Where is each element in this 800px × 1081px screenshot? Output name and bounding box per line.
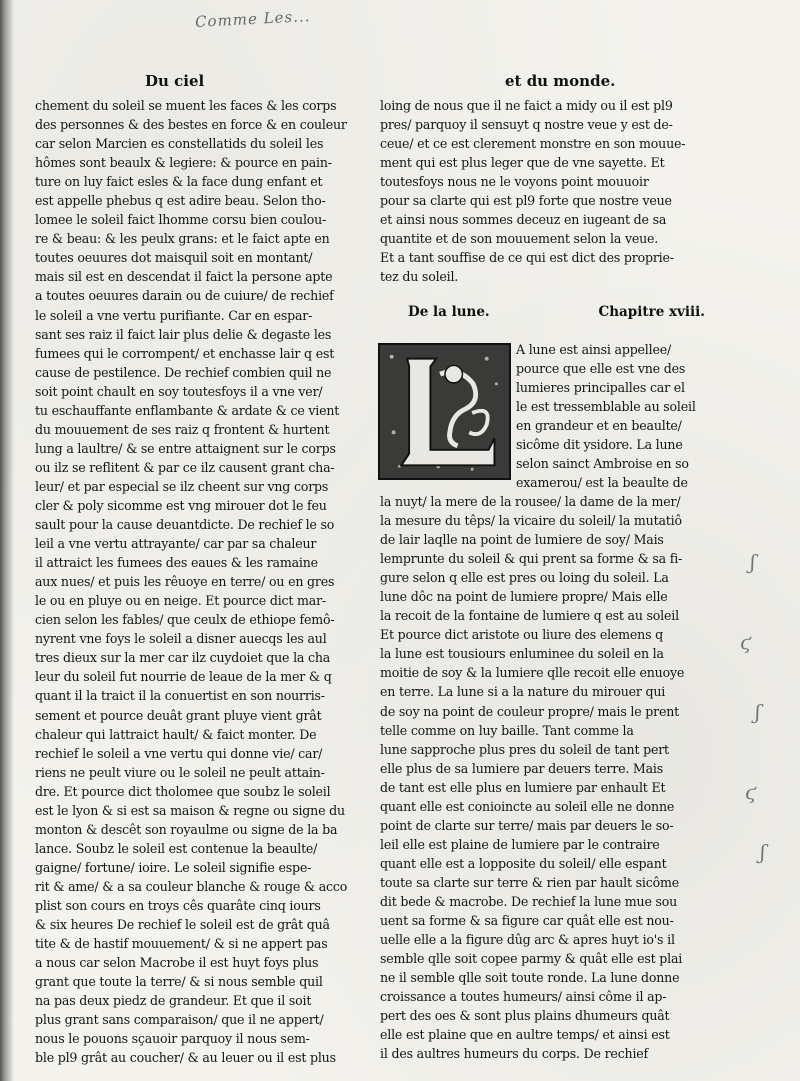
margin-mark-icon: ʃ [760, 840, 766, 864]
text-line: fumees qui le corrompent/ et enchasse lair q est [35, 345, 335, 361]
text-line: re & beau: & les peulx grans: et le faict apte en [35, 231, 330, 247]
text-line: ceue/ et ce est clerement monstre en son mouue- [380, 136, 686, 152]
text-line: aux nues/ et puis les rêuoye en terre/ ou en gres [35, 574, 335, 590]
text-line: gure selon q elle est pres ou loing du soleil. La [380, 570, 669, 586]
text-line: tite & de hastif mouuement/ & si ne appert pas [35, 936, 328, 952]
text-line: riens ne peult viure ou le soleil ne peult attain- [35, 764, 325, 780]
text-line: leil a vne vertu attrayante/ car par sa chaleur [35, 536, 317, 552]
text-line: hômes sont beaulx & legiere: & pource en pain- [35, 155, 332, 171]
text-line: leur du soleil fut nourrie de leaue de la mer & q [35, 669, 332, 685]
text-line: plus grant sans comparaison/ que il ne appert/ [35, 1012, 324, 1028]
text-line: tez du soleil. [380, 269, 459, 285]
text-line: ble pl9 grât au coucher/ & au leuer ou il est plus [35, 1050, 336, 1066]
text-line: leil elle est plaine de lumiere par le contraire [380, 836, 660, 852]
text-line: lune dôc na point de lumiere propre/ Mais elle [380, 589, 668, 605]
text-line: a nous car selon Macrobe il est huyt foys plus [35, 955, 319, 971]
text-line: et ainsi nous sommes deceuz en iugeant de sa [380, 212, 667, 228]
text-line: la recoit de la fontaine de lumiere q est au soleil [380, 608, 679, 624]
text-line: sicôme dit ysidore. La lune [516, 437, 683, 453]
text-line: des personnes & des bestes en force & en couleur [35, 117, 347, 133]
text-line: la mesure du têps/ la vicaire du soleil/ la mutatiô [380, 513, 682, 529]
text-line: a toutes oeuures darain ou de cuiure/ de rechief [35, 288, 334, 304]
text-line: nous le pouons sçauoir parquoy il nous sem- [35, 1031, 310, 1047]
right-text-column-top [380, 96, 715, 286]
text-line: le est tressemblable au soleil [516, 399, 696, 415]
right-text-column-dropcap [380, 340, 715, 492]
text-line: rit & ame/ & a sa couleur blanche & rouge & acco [35, 878, 348, 894]
text-line: loing de nous que il ne faict a midy ou il est pl9 [380, 98, 673, 113]
margin-mark-icon: ϛ [740, 630, 752, 654]
left-text-column [35, 96, 370, 1067]
text-line: de tant est elle plus en lumiere par enhault Et [380, 779, 666, 795]
handwritten-margin-notes [720, 520, 800, 880]
text-line: gaigne/ fortune/ ioire. Le soleil signifie espe- [35, 859, 312, 875]
text-line: uent sa forme & sa figure car quât elle est nou- [380, 913, 674, 929]
text-line: de lair laqlle na point de lumiere de soy/ Mais [380, 532, 664, 548]
text-line: selon sainct Ambroise en so [516, 456, 689, 472]
text-line: mais sil est en descendat il faict la persone apte [35, 269, 333, 285]
margin-mark-icon: ʃ [755, 700, 761, 724]
text-line: nyrent vne foys le soleil a disner auecqs les aul [35, 631, 327, 647]
text-line: sant ses raiz il faict lair plus delie & degaste les [35, 326, 332, 342]
text-line: car selon Marcien es constellatids du soleil les [35, 136, 324, 152]
handwritten-note: Comme Les... [194, 6, 311, 32]
text-line: grant que toute la terre/ & si nous semble quil [35, 974, 323, 990]
text-line: le soleil a vne vertu purifiante. Car en espar- [35, 307, 313, 323]
text-line: A lune est ainsi appellee/ [516, 342, 672, 357]
text-line: sault pour la cause deuantdicte. De rechief le so [35, 517, 335, 533]
text-line: pres/ parquoy il sensuyt q nostre veue y est de- [380, 117, 673, 133]
section-title: De la lune. [408, 304, 490, 320]
text-line: Et a tant souffise de ce qui est dict des proprie- [380, 250, 674, 266]
text-line: chaleur qui lattraict hault/ & faict monter. De [35, 726, 317, 742]
chapter-heading [380, 304, 715, 326]
text-line: ou ilz se reflitent & par ce ilz causent grant cha- [35, 459, 335, 475]
text-line: na pas deux piedz de grandeur. Et que il soit [35, 993, 312, 1009]
text-line: monton & descêt son royaulme ou signe de la ba [35, 821, 338, 837]
text-line: lemprunte du soleil & qui prent sa forme & sa fi- [380, 551, 683, 567]
text-line: toutes oeuures dot maisquil soit en montant/ [35, 250, 313, 266]
text-line: examerou/ est la beaulte de [516, 475, 688, 491]
binding-shadow [0, 0, 14, 1081]
text-line: dit bede & macrobe. De rechief la lune mue sou [380, 893, 678, 909]
text-line: semble qlle soit copee parmy & quât elle est plai [380, 951, 683, 967]
text-line: cler & poly sicomme est vng mirouer dot le feu [35, 497, 327, 513]
margin-mark-icon: ʃ [750, 550, 756, 574]
text-line: lomee le soleil faict lhomme corsu bien coulou- [35, 212, 327, 228]
text-line: ment qui est plus leger que de vne sayette. Et [380, 155, 665, 171]
handwritten-annotation-top [195, 4, 780, 52]
text-line: cause de pestilence. De rechief combien quil ne [35, 364, 332, 380]
text-line: dre. Et pource dict tholomee que soubz le soleil [35, 783, 331, 799]
text-line: moitie de soy & la lumiere qlle recoit elle enuoye [380, 665, 685, 681]
text-line: il attraict les fumees des eaues & les ramaine [35, 555, 318, 571]
text-line: lumieres principalles car el [516, 380, 685, 396]
text-line: en grandeur et en beaulte/ [516, 418, 682, 434]
text-line: quant elle est conioincte au soleil elle ne donne [380, 798, 675, 814]
text-line: point de clarte sur terre/ mais par deuers le so- [380, 817, 674, 833]
text-line: de soy na point de couleur propre/ mais le prent [380, 703, 680, 719]
chapter-number: Chapitre xviii. [598, 304, 705, 320]
text-line: sement et pource deuât grant pluye vient grât [35, 707, 322, 723]
margin-mark-icon: ϛ [745, 780, 757, 804]
text-line: toutesfoys nous ne le voyons point mouuoir [380, 174, 649, 190]
text-line: lune sapproche plus pres du soleil de tant pert [380, 741, 669, 757]
text-line: telle comme on luy baille. Tant comme la [380, 722, 634, 738]
text-line: plist son cours en troys cês quarâte cinq iours [35, 897, 321, 913]
text-line: lance. Soubz le soleil est contenue la beaulte/ [35, 840, 318, 856]
text-line: tres dieux sur la mer car ilz cuydoiet que la cha [35, 650, 331, 666]
text-line: la nuyt/ la mere de la rousee/ la dame de la mer/ [380, 494, 681, 509]
text-line: toute sa clarte sur terre & rien par hault sicôme [380, 874, 679, 890]
text-line: le ou en pluye ou en neige. Et pource dict mar- [35, 593, 326, 609]
running-head-right: et du monde. [505, 72, 616, 90]
text-line: quant il la traict il la conuertist en son nourris- [35, 688, 325, 704]
text-line: & six heures De rechief le soleil est de grât quâ [35, 917, 330, 933]
text-line: elle plus de sa lumiere par deuers terre. Mais [380, 760, 664, 776]
text-line: ture on luy faict esles & la face dung enfant et [35, 174, 323, 190]
text-line: en terre. La lune si a la nature du mirouer qui [380, 684, 666, 700]
text-line: est appelle phebus q est adire beau. Selon tho- [35, 193, 326, 209]
text-line: du mouuement de ses raiz q frontent & hurtent [35, 421, 330, 437]
text-line: pert des oes & sont plus plains dhumeurs quât [380, 1008, 670, 1024]
text-line: pour sa clarte qui est pl9 forte que nostre veue [380, 193, 672, 209]
text-line: quant elle est a lopposite du soleil/ elle espant [380, 855, 667, 871]
text-line: lung a laultre/ & se entre attaignent sur le corps [35, 440, 336, 456]
text-line: il des aultres humeurs du corps. De rechief [380, 1046, 648, 1062]
text-line: elle est plaine que en aultre temps/ et ainsi est [380, 1027, 670, 1043]
text-line: cien selon les fables/ que ceulx de ethiope femô- [35, 612, 335, 628]
running-head-left: Du ciel [145, 72, 205, 90]
text-line: leur/ et par especial se ilz cheent sur vng corps [35, 478, 329, 494]
text-line: Et pource dict aristote ou liure des elemens q [380, 627, 664, 643]
text-line: pource que elle est vne des [516, 361, 686, 377]
text-line: quantite et de son mouuement selon la veue. [380, 231, 659, 247]
text-line: la lune est tousiours enluminee du soleil en la [380, 646, 664, 662]
text-line: est le lyon & si est sa maison & regne ou signe du [35, 802, 345, 818]
text-line: uelle elle a la figure dûg arc & apres huyt io's il [380, 932, 675, 948]
text-line: tu eschauffante enflambante & ardate & ce vient [35, 402, 340, 418]
text-line: soit point chault en soy toutesfoys il a vne ver/ [35, 383, 323, 399]
text-line: rechief le soleil a vne vertu qui donne vie/ car/ [35, 745, 323, 761]
text-line: croissance a toutes humeurs/ ainsi côme il ap- [380, 989, 667, 1005]
text-line: chement du soleil se muent les faces & les corps [35, 98, 337, 113]
right-text-column-bottom [380, 492, 715, 1063]
text-line: ne il semble qlle soit toute ronde. La lune donne [380, 970, 680, 986]
